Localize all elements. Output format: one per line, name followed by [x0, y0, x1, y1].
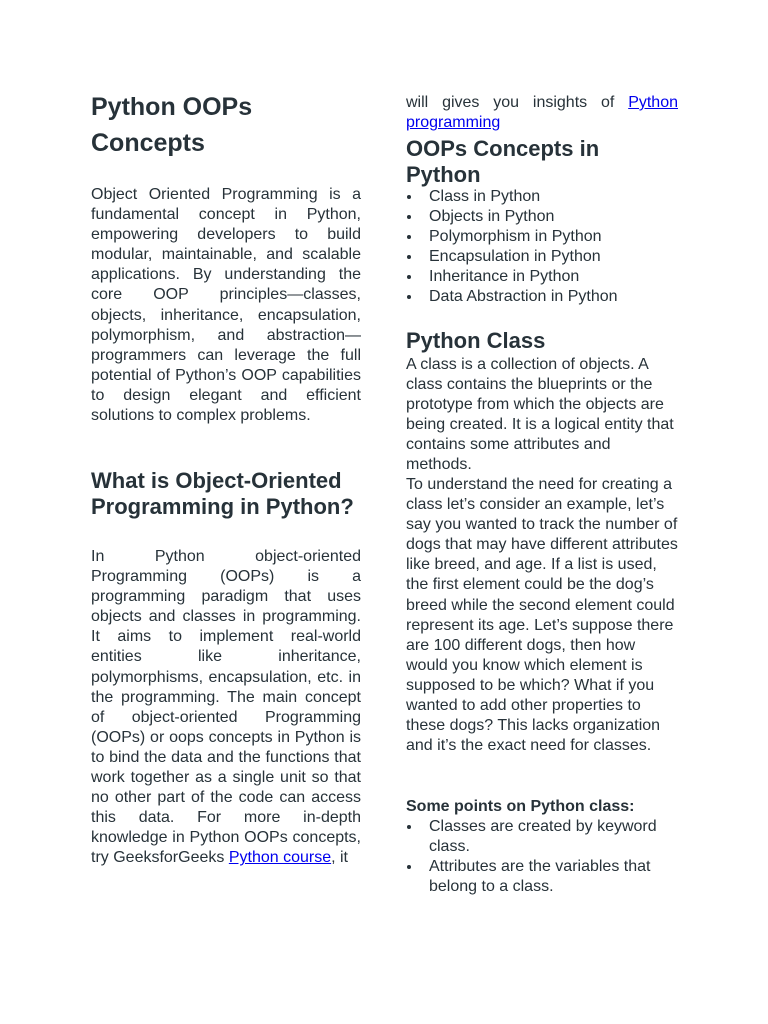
oop-description-text: In Python object-oriented Programming (OOPs) is a programming paradigm that uses objects and classes in programming. It aims to implement real-world entities like inheritance, polymorphisms, encapsulation, etc. in the programming. The main concept of object-oriented Programming (OOPs) or oops concepts in Python is to bind the data and the functions that work together as a single unit so that no other part of the code can access this data. For more in-depth knowledge in Python OOPs concepts, try GeeksforGeeks: [91, 548, 361, 867]
bullet-icon: [407, 295, 411, 299]
class-paragraph-1: A class is a collection of objects. A class contains the blueprints or the prototype from which the objects are being created. It is a logical entity that contains some attributes and methods.: [406, 356, 674, 474]
list-item: Objects in Python: [406, 207, 678, 227]
list-item: Polymorphism in Python: [406, 227, 678, 247]
list-item: Inheritance in Python: [406, 267, 678, 287]
oop-description-paragraph: [91, 547, 361, 869]
continued-text: will gives you insights of: [406, 94, 629, 111]
continued-paragraph: [406, 93, 678, 133]
points-heading: Some points on Python class:: [406, 798, 635, 815]
python-programming-link[interactable]: Python programming: [406, 94, 678, 132]
python-course-link[interactable]: Python course: [228, 849, 332, 867]
bullet-icon: [407, 825, 411, 829]
class-paragraph-2: To understand the need for creating a class let’s consider an example, let’s say you wanted to track the number of dogs that may have different attributes like breed, and age. If a list is used, the first element could be the dog’s breed while the second element could represent its age. Let’s suppose there are 100 different dogs, then how would you know which element is supposed to be which? What if you wanted to add other properties to these dogs? This lacks organization and it’s the exact need for classes.: [406, 476, 678, 755]
list-item: Data Abstraction in Python: [406, 287, 678, 307]
list-item: Class in Python: [406, 187, 678, 207]
bullet-icon: [407, 865, 411, 869]
points-list: [406, 817, 678, 897]
bullet-icon: [407, 215, 411, 219]
bullet-icon: [407, 195, 411, 199]
bullet-icon: [407, 255, 411, 259]
section-heading-oops-concepts: OOPs Concepts in Python: [406, 136, 600, 187]
concepts-list: [406, 187, 678, 308]
list-item: Classes are created by keyword class.: [406, 817, 678, 857]
trailing-text: , it: [331, 849, 348, 867]
list-item: Attributes are the variables that belong to a class.: [406, 857, 678, 897]
intro-paragraph: Object Oriented Programming is a fundamental concept in Python, empowering developers to build modular, maintainable, and scalable applications. By understanding the core OOP principles—classes, objects, inheritance, encapsulation, polymorphism, and abstraction—programmers can leverage the full potential of Python’s OOP capabilities to design elegant and efficient solutions to complex problems.: [91, 186, 361, 425]
page-title: Python OOPs Concepts: [91, 93, 253, 157]
list-item: Encapsulation in Python: [406, 247, 678, 267]
section-heading-what-is-oop: What is Object-Oriented Programming in Python?: [91, 468, 354, 519]
bullet-icon: [407, 275, 411, 279]
bullet-icon: [407, 235, 411, 239]
section-heading-python-class: Python Class: [406, 328, 546, 353]
